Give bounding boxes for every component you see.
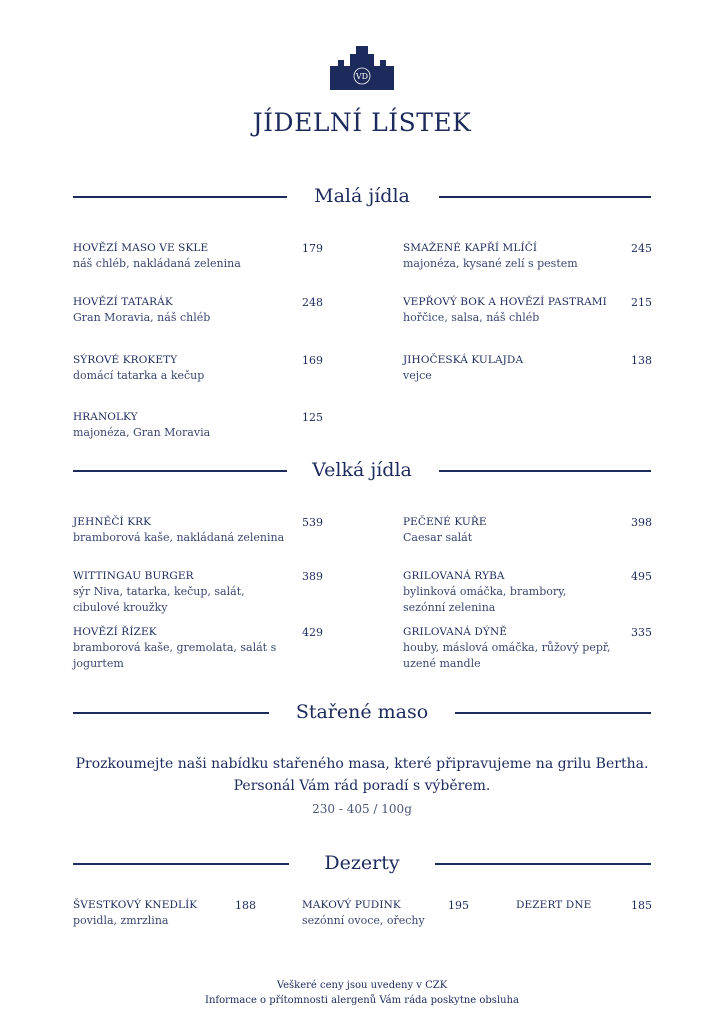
- item-name: HOVĚZÍ MASO VE SKLE: [73, 242, 209, 254]
- item-name: JIHOČESKÁ KULAJDA: [403, 354, 524, 366]
- menu-item: [73, 295, 323, 326]
- section-header-male-jidla: [0, 182, 724, 212]
- menu-item: [73, 898, 256, 929]
- item-price: 138: [631, 354, 652, 367]
- divider-right: [439, 470, 651, 472]
- item-desc: hořčice, salsa, náš chléb: [403, 311, 540, 324]
- item-name: JEHNĚČÍ KRK: [73, 516, 152, 528]
- item-name: SÝROVÉ KROKETY: [73, 354, 178, 366]
- divider-right: [455, 712, 651, 714]
- item-desc: vejce: [403, 369, 432, 382]
- menu-item: [403, 625, 652, 672]
- item-name: ŠVESTKOVÝ KNEDLÍK: [73, 899, 198, 911]
- aged-meat-text-line1: Prozkoumejte naši nabídku stařeného masa, které připravujeme na grilu Bertha.: [75, 756, 649, 772]
- item-price: 389: [302, 570, 323, 583]
- menu-item: [403, 569, 652, 616]
- item-price: 179: [302, 242, 323, 255]
- item-name: PEČENÉ KUŘE: [403, 516, 487, 528]
- item-price: 245: [631, 242, 652, 255]
- section-title: Malá jídla: [314, 185, 410, 207]
- item-name: HOVĚZÍ ŘÍZEK: [73, 626, 157, 638]
- menu-item: [73, 353, 323, 384]
- aged-meat-price: 230 - 405 / 100g: [312, 802, 412, 816]
- menu-item: [403, 515, 652, 546]
- section-title: Stařené maso: [295, 701, 429, 723]
- footer-notes: [0, 978, 724, 1008]
- item-name: MAKOVÝ PUDINK: [302, 899, 401, 911]
- item-name: WITTINGAU BURGER: [73, 570, 194, 582]
- item-desc: náš chléb, nakládaná zelenina: [73, 257, 241, 270]
- item-desc: houby, máslová omáčka, růžový pepř, uzené mandle: [403, 641, 611, 670]
- item-price: 188: [235, 899, 256, 912]
- section-title: Dezerty: [324, 852, 400, 874]
- item-desc: povidla, zmrzlina: [73, 914, 169, 927]
- section-header-velka-jidla: [0, 456, 724, 486]
- menu-item: [73, 625, 323, 672]
- item-desc: bramborová kaše, nakládaná zelenina: [73, 531, 285, 544]
- menu-item: [73, 241, 323, 272]
- item-desc: Caesar salát: [403, 531, 473, 544]
- item-price: 169: [302, 354, 323, 367]
- menu-item: [403, 353, 652, 384]
- item-name: SMAŽENÉ KAPŘÍ MLÍČÍ: [403, 242, 538, 254]
- menu-item: [73, 410, 323, 441]
- menu-item: [403, 241, 652, 272]
- page-title: JÍDELNÍ LÍSTEK: [252, 108, 472, 137]
- menu-item: [403, 295, 652, 326]
- item-price: 398: [631, 516, 652, 529]
- menu-item: [73, 569, 323, 616]
- item-desc: Gran Moravia, náš chléb: [73, 311, 211, 324]
- item-desc: majonéza, Gran Moravia: [73, 426, 211, 439]
- section-header-dezerty: [0, 849, 724, 879]
- castle-logo-icon: [330, 46, 394, 90]
- divider-right: [435, 863, 651, 865]
- item-desc: sýr Niva, tatarka, kečup, salát, cibulové kroužky: [73, 585, 245, 614]
- footer-allergen-note: Informace o přítomnosti alergenů Vám ráda poskytne obsluha: [205, 995, 519, 1006]
- item-desc: majonéza, kysané zelí s pestem: [403, 257, 578, 270]
- footer-currency-note: Veškeré ceny jsou uvedeny v CZK: [276, 980, 448, 991]
- item-desc: sezónní ovoce, ořechy: [302, 914, 425, 927]
- item-price: 125: [302, 411, 323, 424]
- aged-meat-text-line2: Personál Vám rád poradí s výběrem.: [233, 778, 491, 794]
- menu-item: [302, 898, 469, 929]
- item-name: HRANOLKY: [73, 411, 138, 423]
- aged-meat-description: [60, 753, 664, 797]
- item-desc: bramborová kaše, gremolata, salát s jogurtem: [73, 641, 277, 670]
- item-name: VEPŘOVÝ BOK A HOVĚZÍ PASTRAMI: [403, 296, 607, 308]
- item-price: 248: [302, 296, 323, 309]
- menu-item: [73, 515, 323, 546]
- section-header-starene-maso: [0, 698, 724, 728]
- item-price: 185: [631, 899, 652, 912]
- section-title: Velká jídla: [312, 459, 412, 481]
- item-name: HOVĚZÍ TATARÁK: [73, 296, 173, 308]
- item-desc: bylinková omáčka, brambory, sezónní zelenina: [403, 585, 567, 614]
- logo-monogram: VD: [355, 72, 369, 81]
- item-name: DEZERT DNE: [516, 899, 592, 911]
- item-price: 429: [302, 626, 323, 639]
- item-desc: domácí tatarka a kečup: [73, 369, 205, 382]
- item-name: GRILOVANÁ RYBA: [403, 570, 505, 582]
- item-price: 195: [448, 899, 469, 912]
- item-price: 215: [631, 296, 652, 309]
- item-price: 539: [302, 516, 323, 529]
- item-price: 335: [631, 626, 652, 639]
- divider-right: [439, 196, 651, 198]
- item-name: GRILOVANÁ DÝNĚ: [403, 626, 508, 638]
- menu-item: [516, 898, 652, 913]
- item-price: 495: [631, 570, 652, 583]
